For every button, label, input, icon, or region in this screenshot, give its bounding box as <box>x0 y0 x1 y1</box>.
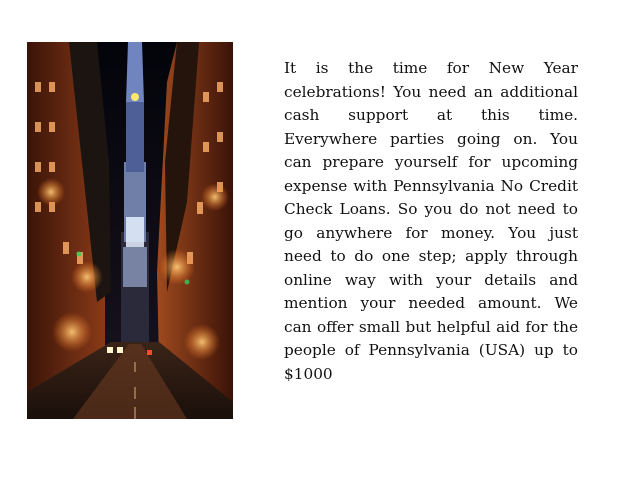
city-street-photo <box>27 42 233 419</box>
body-paragraph: It is the time for New Year celebrations! You need an additional cash support at this time. Everywhere parties going on. You can prepare yourself for upcoming expense with Pennsylvania No Credit Check Loans. So you do not need to go anywhere for money. You just need to do one step; apply through online way with your details and mention your needed amount. We can offer small but helpful aid for the people of Pennsylvania (USA) up to $1000 <box>284 59 578 383</box>
